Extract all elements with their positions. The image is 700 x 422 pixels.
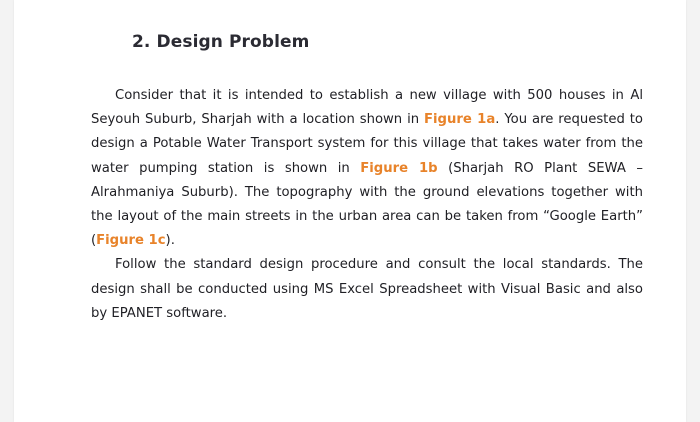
paragraph-text: . You are requested to design a Potable Water Transport system for this village that takes water from the water pumping station is shown in: [91, 112, 643, 176]
paragraph-text: Consider that it is intended to establish a new village with 500 houses in Al Seyouh Suburb, Sharjah with a location shown in: [91, 88, 643, 128]
figure-reference-1b: Figure 1b: [360, 160, 438, 176]
section-body: [91, 84, 643, 326]
document-page: [14, 0, 686, 422]
paragraph-problem-statement: [91, 84, 643, 253]
paragraph-text: ).: [165, 233, 175, 249]
figure-reference-1a: Figure 1a: [424, 112, 496, 128]
section-heading: 2. Design Problem: [132, 32, 310, 52]
paragraph-text: (Sharjah RO Plant SEWA – Alrahmaniya Suburb). The topography with the ground elevations together with the layout of the main streets in the urban area can be taken from “Google Earth” (: [91, 160, 643, 249]
paragraph-design-procedure: Follow the standard design procedure and consult the local standards. The design shall be conducted using MS Excel Spreadsheet with Visual Basic and also by EPANET software.: [91, 257, 643, 321]
figure-reference-1c: Figure 1c: [96, 233, 166, 249]
